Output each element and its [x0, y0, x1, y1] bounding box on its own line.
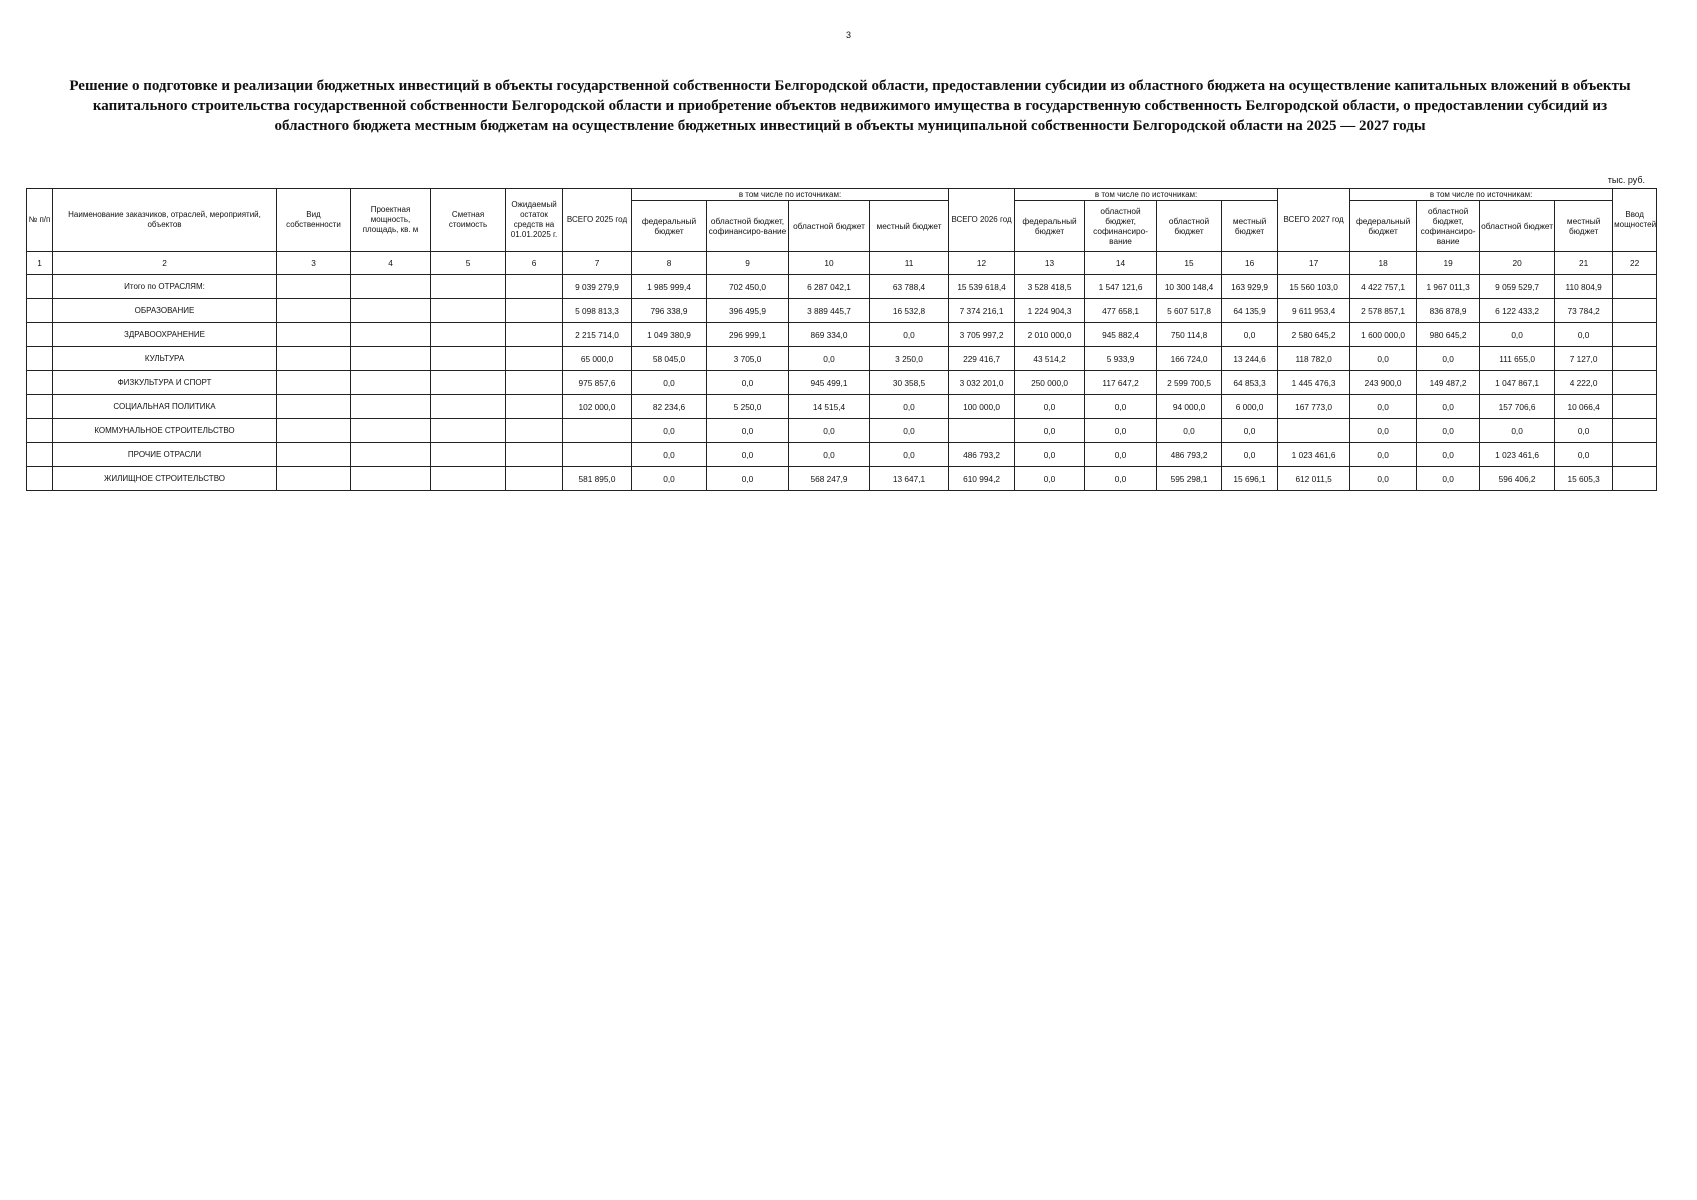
- value-cell: 1 224 904,3: [1015, 299, 1085, 323]
- column-number-cell: 13: [1015, 252, 1085, 275]
- value-cell: 118 782,0: [1278, 347, 1350, 371]
- value-cell: 5 250,0: [707, 395, 789, 419]
- row-estimated-cost-cell: [431, 371, 506, 395]
- row-number-cell: [27, 347, 53, 371]
- value-cell: 250 000,0: [1015, 371, 1085, 395]
- value-cell: 477 658,1: [1085, 299, 1157, 323]
- value-cell: 612 011,5: [1278, 467, 1350, 491]
- value-cell: 6 287 042,1: [789, 275, 870, 299]
- value-cell: 14 515,4: [789, 395, 870, 419]
- value-cell: 9 059 529,7: [1480, 275, 1555, 299]
- value-cell: 836 878,9: [1417, 299, 1480, 323]
- value-cell: 63 788,4: [870, 275, 949, 299]
- header-regional-cofin-2025: областной бюджет, софинансиро-вание: [707, 201, 789, 252]
- value-cell: 0,0: [870, 395, 949, 419]
- value-cell: 2 578 857,1: [1350, 299, 1417, 323]
- value-cell: 0,0: [1555, 419, 1613, 443]
- row-number-cell: [27, 419, 53, 443]
- value-cell: 6 122 433,2: [1480, 299, 1555, 323]
- row-number-cell: [27, 275, 53, 299]
- header-federal-2025: федеральный бюджет: [632, 201, 707, 252]
- value-cell: 3 889 445,7: [789, 299, 870, 323]
- column-number-cell: 1: [27, 252, 53, 275]
- value-cell: 0,0: [632, 419, 707, 443]
- row-commissioning-cell: [1613, 323, 1657, 347]
- value-cell: 0,0: [707, 467, 789, 491]
- value-cell: 102 000,0: [563, 395, 632, 419]
- value-cell: 0,0: [632, 467, 707, 491]
- value-cell: 9 611 953,4: [1278, 299, 1350, 323]
- value-cell: 2 580 645,2: [1278, 323, 1350, 347]
- row-commissioning-cell: [1613, 419, 1657, 443]
- row-name-cell: КОММУНАЛЬНОЕ СТРОИТЕЛЬСТВО: [53, 419, 277, 443]
- value-cell: 0,0: [1417, 443, 1480, 467]
- value-cell: 1 023 461,6: [1278, 443, 1350, 467]
- value-cell: 0,0: [789, 347, 870, 371]
- value-cell: 5 607 517,8: [1157, 299, 1222, 323]
- header-group-row: [27, 189, 1657, 201]
- value-cell: 3 705 997,2: [949, 323, 1015, 347]
- value-cell: 3 528 418,5: [1015, 275, 1085, 299]
- header-name: Наименование заказчиков, отраслей, мероприятий, объектов: [53, 189, 277, 252]
- value-cell: 6 000,0: [1222, 395, 1278, 419]
- value-cell: 1 047 867,1: [1480, 371, 1555, 395]
- row-capacity-cell: [351, 347, 431, 371]
- header-federal-2026: федеральный бюджет: [1015, 201, 1085, 252]
- row-estimated-cost-cell: [431, 299, 506, 323]
- value-cell: 0,0: [1480, 323, 1555, 347]
- value-cell: 595 298,1: [1157, 467, 1222, 491]
- value-cell: 581 895,0: [563, 467, 632, 491]
- row-name-cell: Итого по ОТРАСЛЯМ:: [53, 275, 277, 299]
- value-cell: 296 999,1: [707, 323, 789, 347]
- row-number-cell: [27, 371, 53, 395]
- value-cell: 0,0: [870, 419, 949, 443]
- header-total-2025: ВСЕГО 2025 год: [563, 189, 632, 252]
- value-cell: 0,0: [1417, 419, 1480, 443]
- value-cell: 0,0: [1085, 467, 1157, 491]
- header-capacity: Проектная мощность, площадь, кв. м: [351, 189, 431, 252]
- value-cell: 0,0: [1015, 419, 1085, 443]
- row-expected-balance-cell: [506, 323, 563, 347]
- row-name-cell: КУЛЬТУРА: [53, 347, 277, 371]
- row-expected-balance-cell: [506, 299, 563, 323]
- row-ownership-cell: [277, 299, 351, 323]
- row-number-cell: [27, 395, 53, 419]
- value-cell: 111 655,0: [1480, 347, 1555, 371]
- value-cell: 0,0: [789, 419, 870, 443]
- row-estimated-cost-cell: [431, 347, 506, 371]
- row-estimated-cost-cell: [431, 395, 506, 419]
- value-cell: 0,0: [1417, 395, 1480, 419]
- header-regional-cofin-2027: областной бюджет, софинансиро-вание: [1417, 201, 1480, 252]
- table-row: [27, 299, 1657, 323]
- value-cell: 4 222,0: [1555, 371, 1613, 395]
- value-cell: 0,0: [1350, 347, 1417, 371]
- value-cell: 0,0: [870, 323, 949, 347]
- value-cell: 0,0: [1222, 323, 1278, 347]
- table-row: [27, 323, 1657, 347]
- column-number-cell: 2: [53, 252, 277, 275]
- row-name-cell: ЖИЛИЩНОЕ СТРОИТЕЛЬСТВО: [53, 467, 277, 491]
- row-expected-balance-cell: [506, 275, 563, 299]
- value-cell: 117 647,2: [1085, 371, 1157, 395]
- row-ownership-cell: [277, 371, 351, 395]
- row-estimated-cost-cell: [431, 467, 506, 491]
- row-ownership-cell: [277, 443, 351, 467]
- row-number-cell: [27, 323, 53, 347]
- value-cell: 15 605,3: [1555, 467, 1613, 491]
- row-capacity-cell: [351, 371, 431, 395]
- header-regional-2026: областной бюджет: [1157, 201, 1222, 252]
- column-number-cell: 22: [1613, 252, 1657, 275]
- value-cell: 65 000,0: [563, 347, 632, 371]
- value-cell: 15 696,1: [1222, 467, 1278, 491]
- value-cell: [1278, 419, 1350, 443]
- header-total-2026: ВСЕГО 2026 год: [949, 189, 1015, 252]
- value-cell: 1 600 000,0: [1350, 323, 1417, 347]
- row-number-cell: [27, 443, 53, 467]
- value-cell: 1 547 121,6: [1085, 275, 1157, 299]
- row-estimated-cost-cell: [431, 443, 506, 467]
- column-number-cell: 8: [632, 252, 707, 275]
- value-cell: 1 985 999,4: [632, 275, 707, 299]
- row-ownership-cell: [277, 275, 351, 299]
- row-expected-balance-cell: [506, 467, 563, 491]
- value-cell: 163 929,9: [1222, 275, 1278, 299]
- value-cell: 16 532,8: [870, 299, 949, 323]
- header-federal-2027: федеральный бюджет: [1350, 201, 1417, 252]
- value-cell: 702 450,0: [707, 275, 789, 299]
- value-cell: 4 422 757,1: [1350, 275, 1417, 299]
- value-cell: 0,0: [1417, 467, 1480, 491]
- value-cell: 157 706,6: [1480, 395, 1555, 419]
- value-cell: 0,0: [1222, 443, 1278, 467]
- row-number-cell: [27, 467, 53, 491]
- column-number-row: [27, 252, 1657, 275]
- value-cell: 0,0: [707, 419, 789, 443]
- value-cell: 1 049 380,9: [632, 323, 707, 347]
- value-cell: 0,0: [1350, 443, 1417, 467]
- row-commissioning-cell: [1613, 347, 1657, 371]
- header-sources-2026: в том числе по источникам:: [1015, 189, 1278, 201]
- value-cell: 0,0: [1085, 443, 1157, 467]
- value-cell: 1 445 476,3: [1278, 371, 1350, 395]
- column-number-cell: 4: [351, 252, 431, 275]
- value-cell: 1 023 461,6: [1480, 443, 1555, 467]
- value-cell: 945 499,1: [789, 371, 870, 395]
- column-number-cell: 3: [277, 252, 351, 275]
- value-cell: 43 514,2: [1015, 347, 1085, 371]
- value-cell: 596 406,2: [1480, 467, 1555, 491]
- row-number-cell: [27, 299, 53, 323]
- row-ownership-cell: [277, 347, 351, 371]
- value-cell: 0,0: [1417, 347, 1480, 371]
- header-commissioning: Ввод мощностей: [1613, 189, 1657, 252]
- value-cell: 2 215 714,0: [563, 323, 632, 347]
- column-number-cell: 21: [1555, 252, 1613, 275]
- row-expected-balance-cell: [506, 395, 563, 419]
- row-commissioning-cell: [1613, 395, 1657, 419]
- value-cell: 980 645,2: [1417, 323, 1480, 347]
- value-cell: 568 247,9: [789, 467, 870, 491]
- value-cell: 5 098 813,3: [563, 299, 632, 323]
- column-number-cell: 19: [1417, 252, 1480, 275]
- value-cell: 0,0: [1085, 395, 1157, 419]
- row-expected-balance-cell: [506, 419, 563, 443]
- value-cell: 0,0: [1015, 395, 1085, 419]
- value-cell: 0,0: [1085, 419, 1157, 443]
- row-expected-balance-cell: [506, 443, 563, 467]
- table-row: [27, 467, 1657, 491]
- value-cell: 610 994,2: [949, 467, 1015, 491]
- value-cell: 94 000,0: [1157, 395, 1222, 419]
- row-name-cell: ПРОЧИЕ ОТРАСЛИ: [53, 443, 277, 467]
- value-cell: 486 793,2: [1157, 443, 1222, 467]
- column-number-cell: 14: [1085, 252, 1157, 275]
- value-cell: 100 000,0: [949, 395, 1015, 419]
- value-cell: 15 560 103,0: [1278, 275, 1350, 299]
- value-cell: 13 244,6: [1222, 347, 1278, 371]
- value-cell: 0,0: [870, 443, 949, 467]
- value-cell: 2 010 000,0: [1015, 323, 1085, 347]
- value-cell: 64 135,9: [1222, 299, 1278, 323]
- row-capacity-cell: [351, 419, 431, 443]
- column-number-cell: 5: [431, 252, 506, 275]
- value-cell: 7 374 216,1: [949, 299, 1015, 323]
- column-number-cell: 20: [1480, 252, 1555, 275]
- header-expected-balance: Ожидаемый остаток средств на 01.01.2025 г.: [506, 189, 563, 252]
- value-cell: 975 857,6: [563, 371, 632, 395]
- row-capacity-cell: [351, 299, 431, 323]
- row-capacity-cell: [351, 275, 431, 299]
- value-cell: 0,0: [1015, 467, 1085, 491]
- value-cell: 229 416,7: [949, 347, 1015, 371]
- row-name-cell: ЗДРАВООХРАНЕНИЕ: [53, 323, 277, 347]
- header-local-2026: местный бюджет: [1222, 201, 1278, 252]
- value-cell: 58 045,0: [632, 347, 707, 371]
- value-cell: 0,0: [1350, 467, 1417, 491]
- value-cell: 10 066,4: [1555, 395, 1613, 419]
- value-cell: 0,0: [1222, 419, 1278, 443]
- value-cell: 9 039 279,9: [563, 275, 632, 299]
- value-cell: 110 804,9: [1555, 275, 1613, 299]
- row-commissioning-cell: [1613, 299, 1657, 323]
- row-capacity-cell: [351, 323, 431, 347]
- value-cell: 750 114,8: [1157, 323, 1222, 347]
- value-cell: 396 495,9: [707, 299, 789, 323]
- value-cell: 0,0: [707, 443, 789, 467]
- row-ownership-cell: [277, 323, 351, 347]
- table-row: [27, 395, 1657, 419]
- page-number: 3: [845, 30, 851, 40]
- column-number-cell: 10: [789, 252, 870, 275]
- value-cell: 945 882,4: [1085, 323, 1157, 347]
- column-number-cell: 6: [506, 252, 563, 275]
- value-cell: 166 724,0: [1157, 347, 1222, 371]
- value-cell: 13 647,1: [870, 467, 949, 491]
- value-cell: 3 250,0: [870, 347, 949, 371]
- document-title: Решение о подготовке и реализации бюджетных инвестиций в объекты государственной собственности Белгородской области, предоставлении субсидии из областного бюджета на осуществление капитальных вложений в объекты капитального строительства государственной собственности Белгородской области и приобретение объектов недвижимого имущества в государственную собственность Белгородской области, о предоставлении субсидий из областного бюджета местным бюджетам на осуществление бюджетных инвестиций в объекты муниципальной собственности Белгородской области на 2025 — 2027 годы: [69, 78, 1631, 134]
- value-cell: 167 773,0: [1278, 395, 1350, 419]
- column-number-cell: 11: [870, 252, 949, 275]
- value-cell: 2 599 700,5: [1157, 371, 1222, 395]
- value-cell: 796 338,9: [632, 299, 707, 323]
- row-name-cell: ФИЗКУЛЬТУРА И СПОРТ: [53, 371, 277, 395]
- header-estimated-cost: Сметная стоимость: [431, 189, 506, 252]
- row-ownership-cell: [277, 419, 351, 443]
- row-name-cell: СОЦИАЛЬНАЯ ПОЛИТИКА: [53, 395, 277, 419]
- value-cell: 30 358,5: [870, 371, 949, 395]
- column-number-cell: 15: [1157, 252, 1222, 275]
- table-row: [27, 371, 1657, 395]
- row-commissioning-cell: [1613, 371, 1657, 395]
- row-capacity-cell: [351, 443, 431, 467]
- header-number: № п/п: [27, 189, 53, 252]
- value-cell: 15 539 618,4: [949, 275, 1015, 299]
- value-cell: 5 933,9: [1085, 347, 1157, 371]
- header-local-2025: местный бюджет: [870, 201, 949, 252]
- value-cell: 0,0: [707, 371, 789, 395]
- header-sources-2027: в том числе по источникам:: [1350, 189, 1613, 201]
- row-estimated-cost-cell: [431, 419, 506, 443]
- value-cell: 0,0: [789, 443, 870, 467]
- column-number-cell: 7: [563, 252, 632, 275]
- row-commissioning-cell: [1613, 275, 1657, 299]
- value-cell: 64 853,3: [1222, 371, 1278, 395]
- column-number-cell: 18: [1350, 252, 1417, 275]
- value-cell: 73 784,2: [1555, 299, 1613, 323]
- value-cell: 10 300 148,4: [1157, 275, 1222, 299]
- value-cell: 0,0: [1480, 419, 1555, 443]
- row-commissioning-cell: [1613, 443, 1657, 467]
- header-local-2027: местный бюджет: [1555, 201, 1613, 252]
- table-row: [27, 419, 1657, 443]
- header-ownership: Вид собственности: [277, 189, 351, 252]
- value-cell: [563, 443, 632, 467]
- value-cell: 0,0: [1157, 419, 1222, 443]
- row-name-cell: ОБРАЗОВАНИЕ: [53, 299, 277, 323]
- value-cell: 149 487,2: [1417, 371, 1480, 395]
- value-cell: 0,0: [1350, 419, 1417, 443]
- value-cell: 486 793,2: [949, 443, 1015, 467]
- value-cell: 0,0: [632, 371, 707, 395]
- value-cell: 82 234,6: [632, 395, 707, 419]
- header-sources-2025: в том числе по источникам:: [632, 189, 949, 201]
- value-cell: 0,0: [1015, 443, 1085, 467]
- row-estimated-cost-cell: [431, 323, 506, 347]
- row-estimated-cost-cell: [431, 275, 506, 299]
- header-total-2027: ВСЕГО 2027 год: [1278, 189, 1350, 252]
- header-regional-2025: областной бюджет: [789, 201, 870, 252]
- column-number-cell: 12: [949, 252, 1015, 275]
- header-regional-cofin-2026: областной бюджет, софинансиро-вание: [1085, 201, 1157, 252]
- units-label: тыс. руб.: [1607, 175, 1645, 185]
- row-ownership-cell: [277, 395, 351, 419]
- value-cell: [563, 419, 632, 443]
- table-row: [27, 347, 1657, 371]
- budget-table: [26, 188, 1657, 491]
- value-cell: 0,0: [1350, 395, 1417, 419]
- table-row: [27, 443, 1657, 467]
- value-cell: [949, 419, 1015, 443]
- row-expected-balance-cell: [506, 347, 563, 371]
- value-cell: 7 127,0: [1555, 347, 1613, 371]
- value-cell: 3 705,0: [707, 347, 789, 371]
- value-cell: 1 967 011,3: [1417, 275, 1480, 299]
- value-cell: 0,0: [1555, 323, 1613, 347]
- value-cell: 0,0: [1555, 443, 1613, 467]
- value-cell: 0,0: [632, 443, 707, 467]
- row-commissioning-cell: [1613, 467, 1657, 491]
- value-cell: 243 900,0: [1350, 371, 1417, 395]
- value-cell: 869 334,0: [789, 323, 870, 347]
- row-ownership-cell: [277, 467, 351, 491]
- header-regional-2027: областной бюджет: [1480, 201, 1555, 252]
- column-number-cell: 16: [1222, 252, 1278, 275]
- value-cell: 3 032 201,0: [949, 371, 1015, 395]
- row-capacity-cell: [351, 467, 431, 491]
- row-capacity-cell: [351, 395, 431, 419]
- table-row: [27, 275, 1657, 299]
- row-expected-balance-cell: [506, 371, 563, 395]
- column-number-cell: 17: [1278, 252, 1350, 275]
- column-number-cell: 9: [707, 252, 789, 275]
